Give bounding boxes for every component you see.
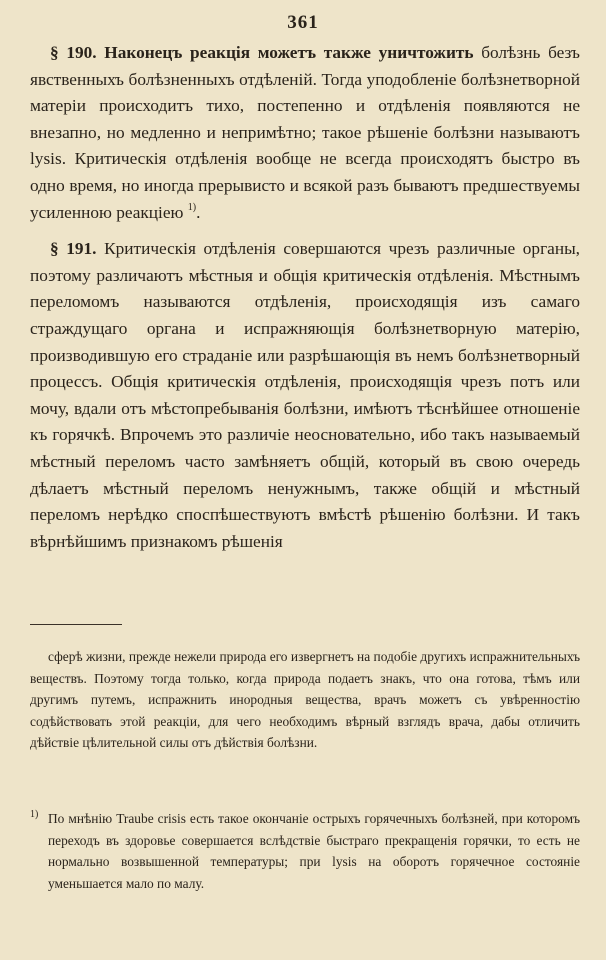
footnote-paragraph <box>30 808 580 894</box>
section-trailing: . <box>196 202 201 222</box>
section-190 <box>30 40 580 226</box>
footnote-text: По мнѣнію Traube crisis есть такое окончаніе острыхъ горячечныхъ болѣзней, при которомъ переходъ въ здоровье совершается вслѣдствіе быстраго прекращенія горячки, то есть не нормально возвышенной температуры; при lysis на оборотъ горячечное состояніе уменьшается мало по малу. <box>48 811 580 891</box>
footnote-1 <box>30 808 580 894</box>
section-text: Критическія отдѣленія совершаются чрезъ различные органы, поэтому различаютъ мѣстныя и общія критическія отдѣленія. Мѣстнымъ переломомъ называются отдѣленія, происходящія изъ самаго страждущаго органа и испражняющія болѣзнетворную матерію, производившую его страданіе или разрѣшающія въ немъ болѣзнетворный процессъ. Общія критическія отдѣленія, происходящія чрезъ потъ или мочу, вдали отъ мѣстопребыванія болѣзни, имѣютъ тѣснѣйшее отношеніе къ горячкѣ. Впрочемъ это различіе неосновательно, ибо такъ называемый мѣстный переломъ часто замѣняетъ общій, который въ свою очередь дѣлаетъ мѣстный переломъ ненужнымъ, также общій и мѣстный переломъ нерѣдко споспѣшествуютъ вмѣстѣ рѣшенію болѣзни. И такъ вѣрнѣйшимъ признакомъ рѣшенія <box>30 239 581 551</box>
section-number: § 191. <box>50 239 97 259</box>
section-lead: Наконецъ реакція можетъ также уничтожить <box>104 43 474 62</box>
footnote-marker: 1) <box>30 809 39 820</box>
page-number: 361 <box>287 12 319 33</box>
footnote-divider <box>30 624 122 625</box>
section-191 <box>30 236 580 555</box>
continued-note-text: сферѣ жизни, прежде нежели природа его извергнетъ на подобіе другихъ испражнительныхъ веществъ. Поэтому тогда только, когда природа подаетъ знакъ, что она готова, тѣмъ или другимъ путемъ, испражнить инородныя вещества, врачъ можетъ съ увѣренностію содѣйствовать этой реакціи, для чего необходимъ вѣрный взглядъ врача, дабы отличить дѣйствіе цѣлительной силы отъ дѣйствія болѣзни. <box>30 649 580 751</box>
section-text: болѣзнь безъ явственныхъ болѣзненныхъ отдѣленій. Тогда уподобленіе болѣзнетворной матеріи происходитъ тихо, постепенно и отдѣленія появляются не внезапно, но медленно и непримѣтно; такое рѣшеніе болѣзни называютъ lysis. Критическія отдѣленія вообще не всегда происходятъ быстро въ одно время, но иногда прерывисто и всякой разъ бываютъ предшествуемы усиленною реакціею <box>30 43 580 222</box>
main-text <box>30 40 580 555</box>
continued-note <box>30 646 580 754</box>
section-number: § 190. <box>50 43 97 62</box>
footnote-reference: 1) <box>187 201 197 213</box>
